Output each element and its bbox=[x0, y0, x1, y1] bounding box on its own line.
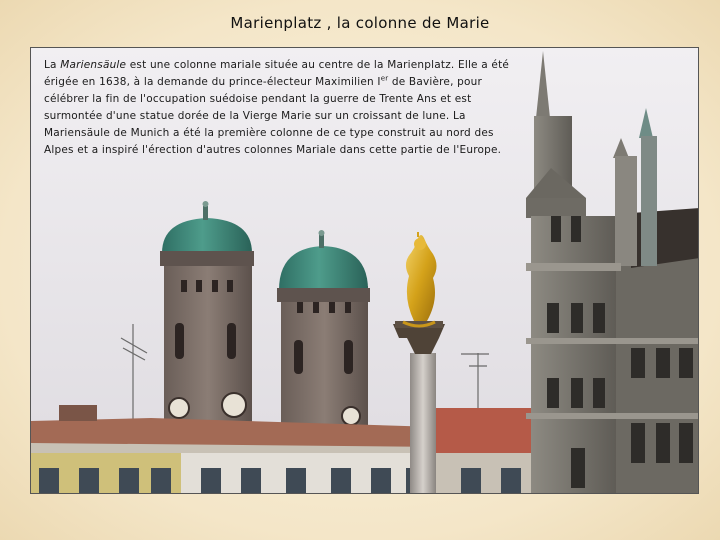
caption-text bbox=[44, 57, 524, 159]
caption-part1: est une colonne mariale située au centre de la Marienplatz. Elle a été érigée en 1638, à la demande du prince-électeur Maximilien I bbox=[44, 59, 510, 88]
caption-superscript: er bbox=[380, 74, 389, 83]
caption-term: Mariensäule bbox=[60, 59, 127, 71]
frauenkirche-right-tower bbox=[277, 230, 370, 431]
caption-part2: de Bavière, pour célébrer la fin de l'occupation suédoise pendant la guerre de Trente Ans et est surmontée d'une statue dorée de la Vierge Marie sur un croissant de lune. La Mariensäule de Munich a été la première colonne de ce type construit au nord des Alpes et a inspiré l'érection d'autres colonnes Mariale dans cette partie de l'Europe. bbox=[44, 76, 502, 156]
slide-title: Marienplatz , la colonne de Marie bbox=[230, 14, 490, 32]
frauenkirche-left-tower bbox=[160, 201, 254, 428]
caption-prefix: La bbox=[44, 59, 61, 71]
